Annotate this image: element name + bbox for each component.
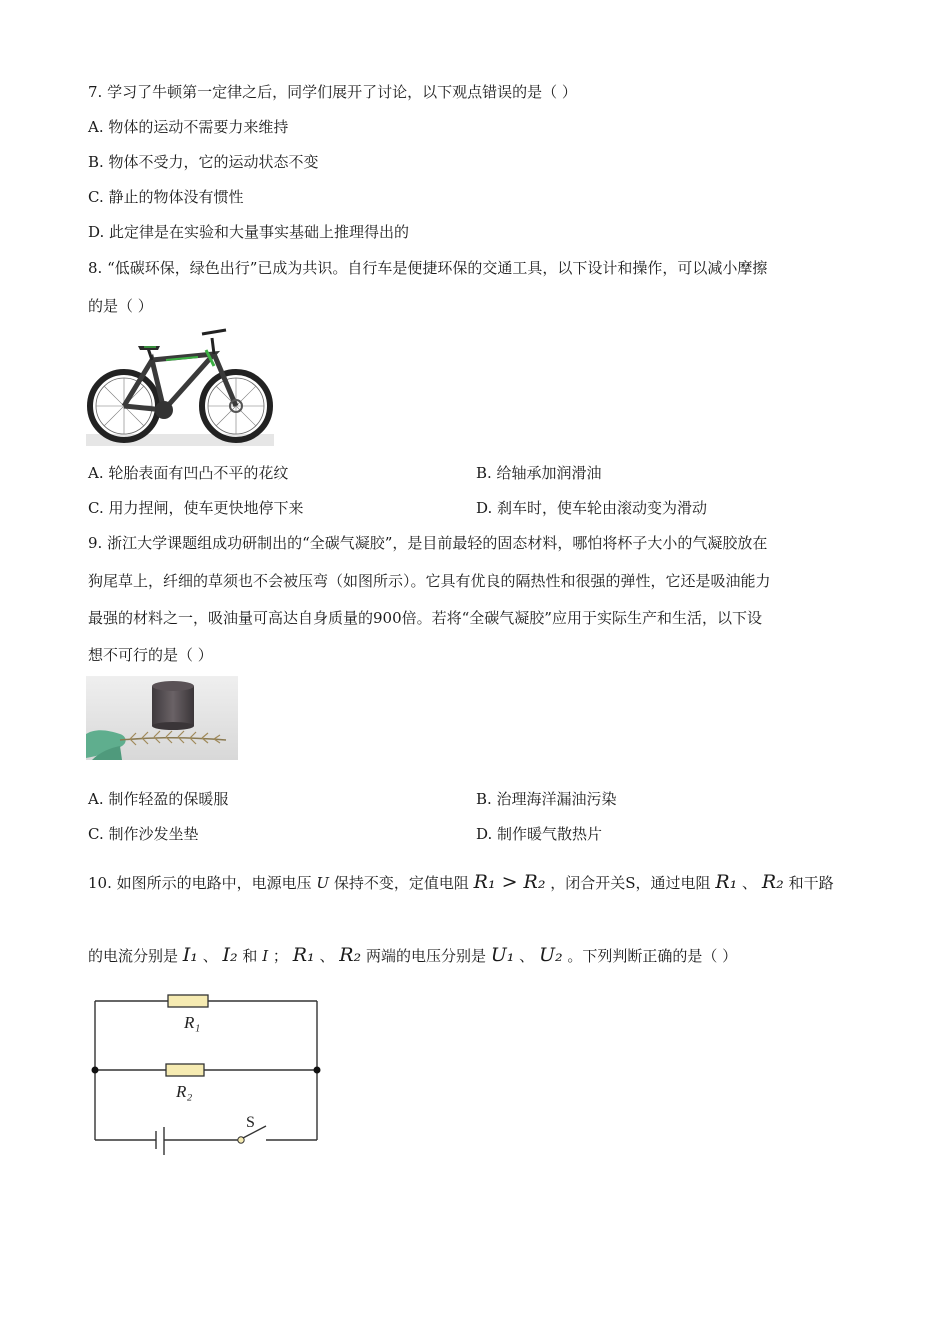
- q9-option-b: B. 治理海洋漏油污染: [476, 790, 617, 808]
- q8-stem-line1: 8. “低碳环保，绿色出行”已成为共识。自行车是便捷环保的交通工具，以下设计和操作，可以减小摩擦: [88, 259, 768, 277]
- q10-var-u: U: [316, 874, 330, 892]
- q10-var-r2: R₂: [339, 944, 362, 966]
- q10-stem-line2: [88, 945, 737, 966]
- q10-stem-line1: [88, 872, 834, 893]
- q7-option-d: D. 此定律是在实验和大量事实基础上推理得出的: [88, 223, 410, 241]
- bicycle-image: [86, 326, 274, 446]
- resistor-r1: [168, 995, 208, 1007]
- q10-text: ；: [272, 947, 288, 965]
- q10-var-u1: U₁: [490, 944, 515, 966]
- q8-option-d: D. 刹车时，使车轮由滚动变为滑动: [476, 499, 708, 517]
- q10-var-u2: U₂: [538, 944, 563, 966]
- q8-option-c: C. 用力捏闸，使车更快地停下来: [88, 499, 304, 517]
- q10-var-i2: I₂: [222, 944, 238, 966]
- q10-text: 。下列判断正确的是（ ）: [567, 947, 738, 965]
- q10-var-r1: R₁: [715, 871, 738, 893]
- q10-var-r2: R₂: [761, 871, 784, 893]
- q9-option-c: C. 制作沙发坐垫: [88, 825, 199, 843]
- q10-text: 保持不变，定值电阻: [333, 874, 469, 892]
- q10-text: 的电流分别是: [88, 947, 179, 965]
- q7-stem: 7. 学习了牛顿第一定律之后，同学们展开了讨论，以下观点错误的是（ ）: [88, 83, 577, 101]
- aerogel-on-grass-image: [86, 676, 238, 760]
- q10-var-i: I: [262, 947, 269, 965]
- q10-text: 和: [242, 947, 258, 965]
- q10-text: 两端的电压分别是: [365, 947, 486, 965]
- q9-stem-line1: 9. 浙江大学课题组成功研制出的“全碳气凝胶”，是目前最轻的固态材料，哪怕将杯子大小的气凝胶放在: [88, 534, 768, 552]
- q9-stem-line4: 想不可行的是（ ）: [88, 646, 213, 664]
- q10-resistance-comparison: R₁ > R₂: [473, 871, 546, 893]
- junction-left: [92, 1067, 99, 1074]
- label-switch: S: [246, 1114, 255, 1131]
- q9-stem-line2: 狗尾草上，纤细的草须也不会被压弯（如图所示）。它具有优良的隔热性和很强的弹性，它还是吸油能力: [88, 572, 771, 590]
- circuit-diagram: [90, 990, 326, 1160]
- label-r1: R₁: [184, 1013, 201, 1032]
- q7-option-b: B. 物体不受力，它的运动状态不变: [88, 153, 319, 171]
- resistor-r2: [166, 1064, 204, 1076]
- label-r2: R₂: [176, 1082, 193, 1101]
- q10-separator: 、: [202, 947, 218, 965]
- q9-option-a: A. 制作轻盈的保暖服: [88, 790, 229, 808]
- q7-option-a: A. 物体的运动不需要力来维持: [88, 118, 289, 136]
- q10-text: 10. 如图所示的电路中，电源电压: [88, 874, 312, 892]
- junction-right: [314, 1067, 321, 1074]
- q10-separator: 、: [319, 947, 335, 965]
- q8-option-b: B. 给轴承加润滑油: [476, 464, 602, 482]
- q8-stem-line2: 的是（ ）: [88, 297, 153, 315]
- q10-text: ，闭合开关S，通过电阻: [550, 874, 711, 892]
- q10-var-r1: R₁: [292, 944, 315, 966]
- q9-option-d: D. 制作暖气散热片: [476, 825, 603, 843]
- q8-option-a: A. 轮胎表面有凹凸不平的花纹: [88, 464, 289, 482]
- q9-stem-line3: 最强的材料之一，吸油量可高达自身质量的900倍。若将“全碳气凝胶”应用于实际生产和生活，以下设: [88, 609, 762, 627]
- q10-text: 和干路: [788, 874, 834, 892]
- q10-separator: 、: [742, 874, 758, 892]
- q7-option-c: C. 静止的物体没有惯性: [88, 188, 244, 206]
- q10-separator: 、: [519, 947, 535, 965]
- q10-var-i1: I₁: [182, 944, 198, 966]
